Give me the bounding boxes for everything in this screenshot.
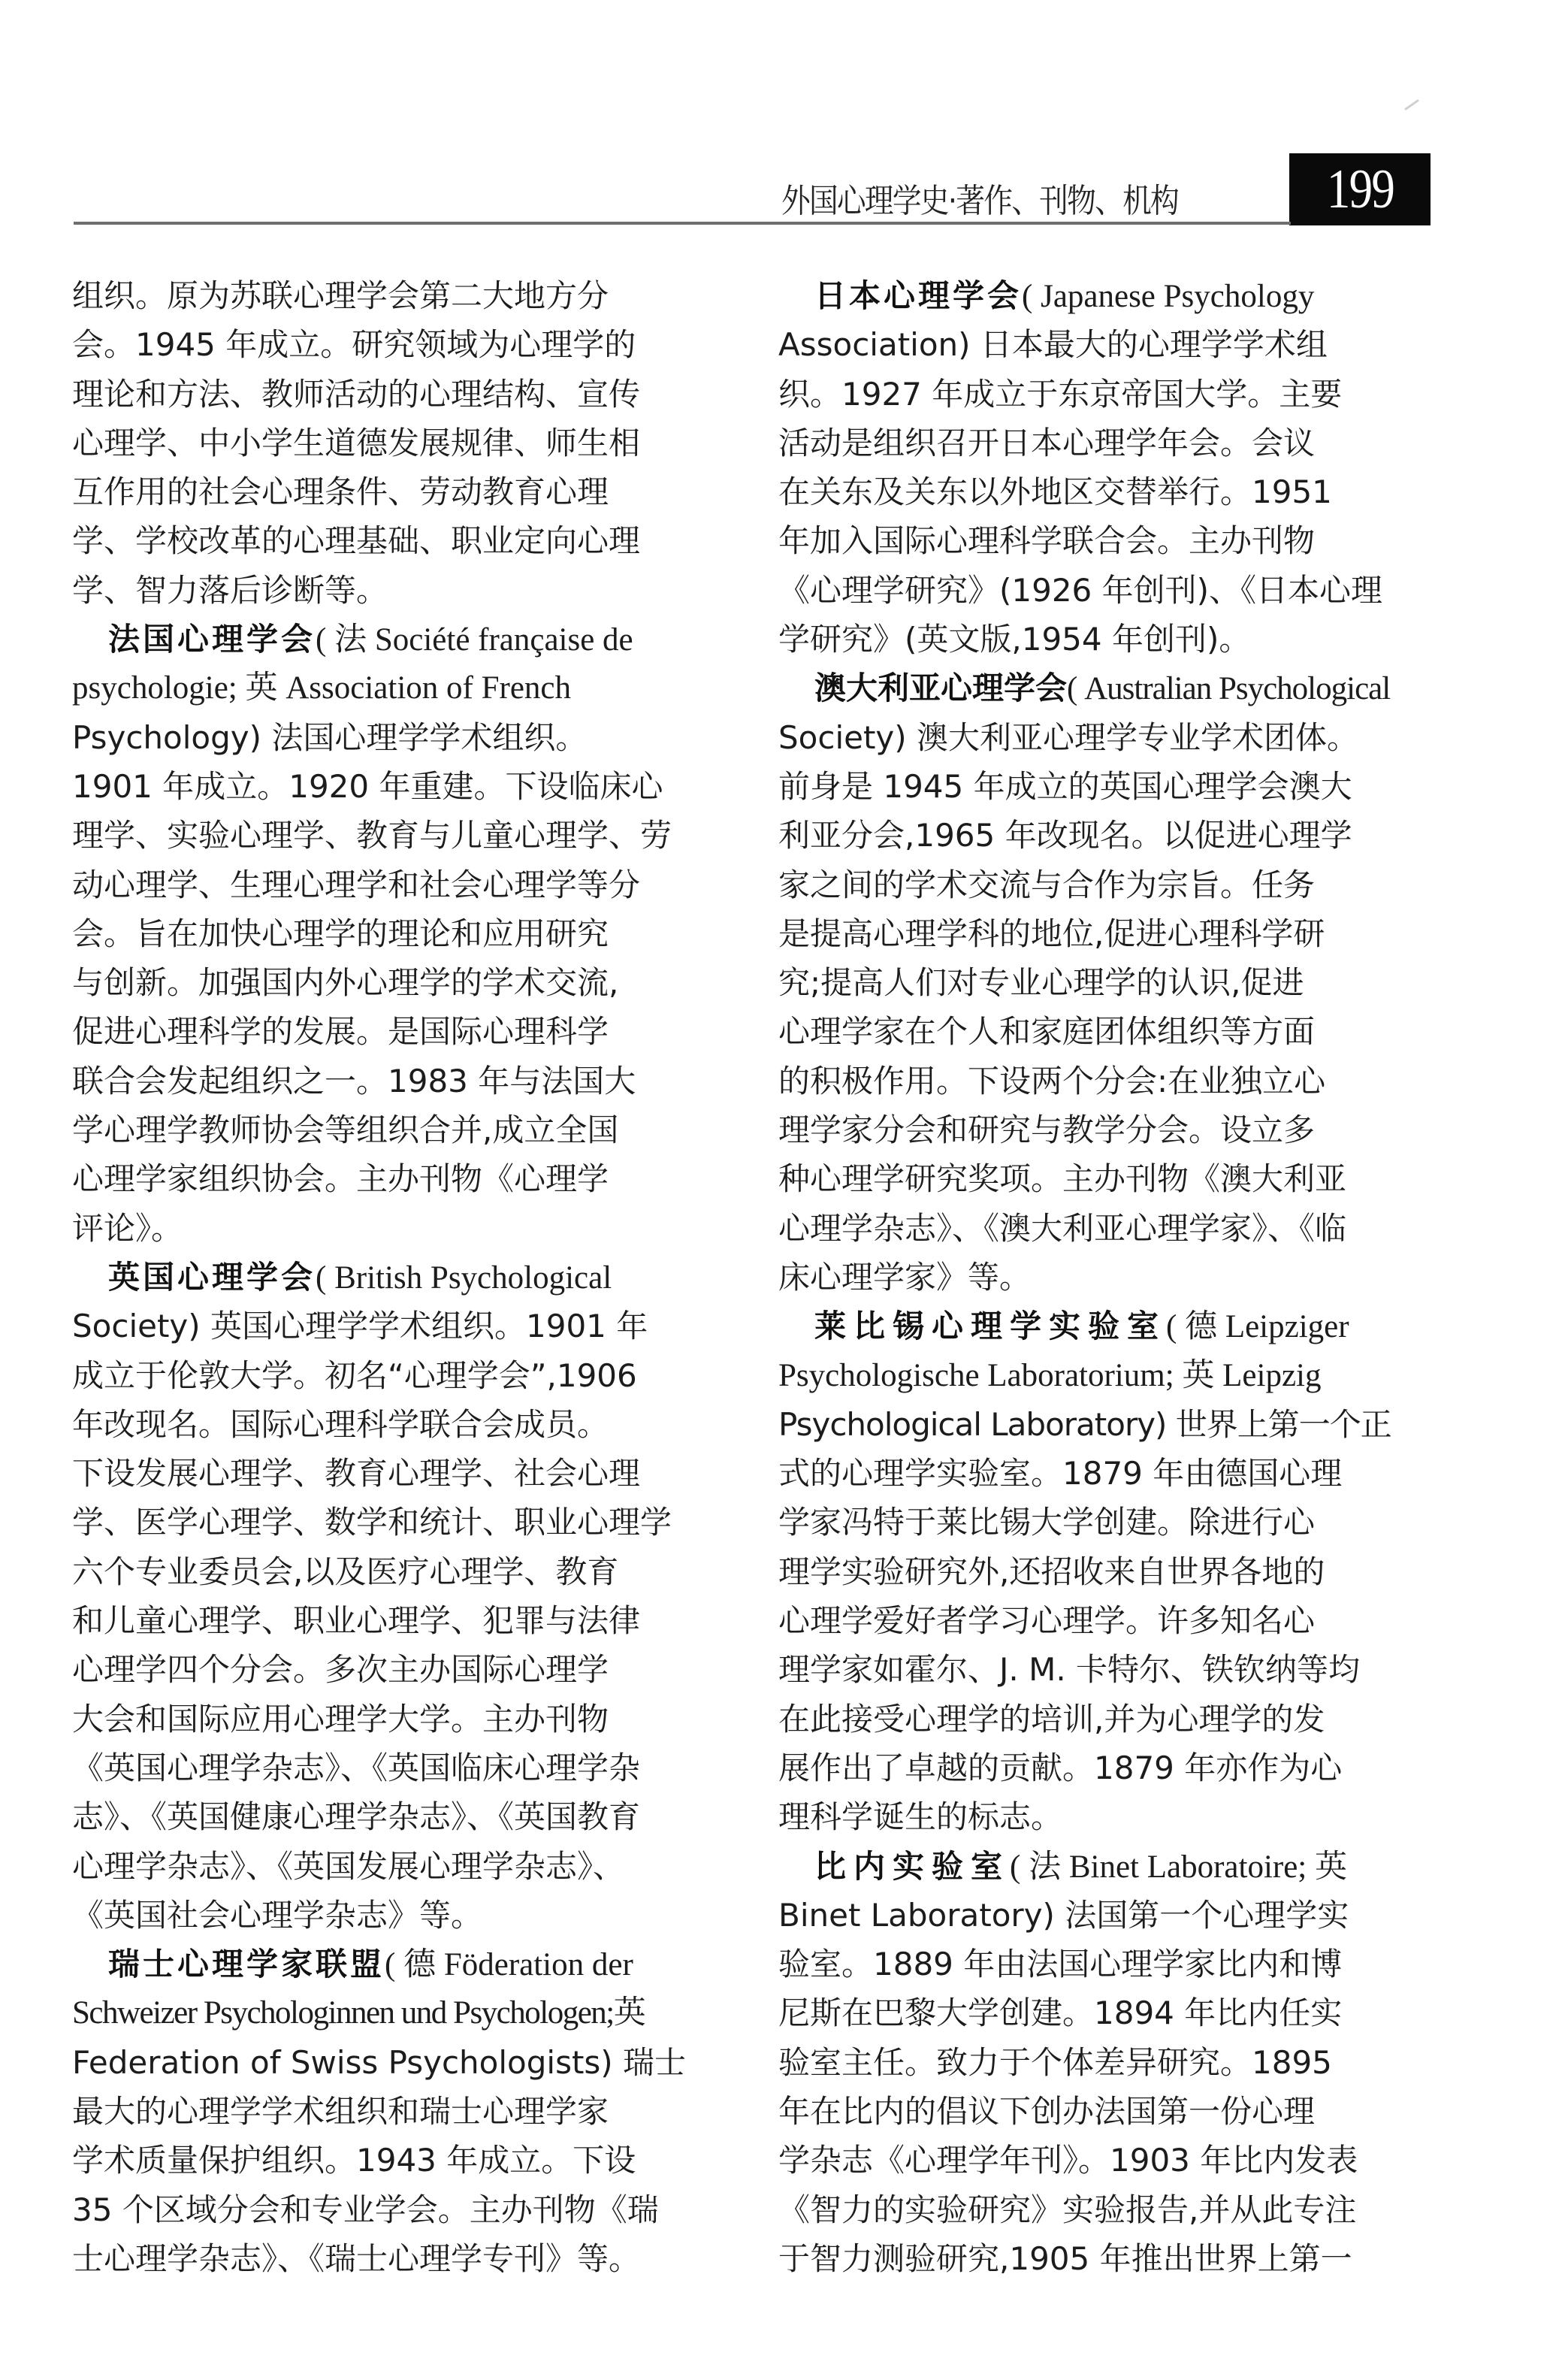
- page-number: 199: [1326, 159, 1394, 220]
- text-line: 理论和方法、教师活动的心理结构、宣传: [72, 375, 641, 413]
- text-line: psychologie; 英 Association of French: [72, 670, 572, 706]
- text-line: 心理学、中小学生道德发展规律、师生相: [72, 424, 641, 461]
- text-line: Schweizer Psychologinnen und Psychologen;英: [72, 1995, 645, 2031]
- text-line: 学术质量保护组织。1943 年成立。下设: [72, 2142, 636, 2179]
- text-line: 究;提高人们对专业心理学的认识,促进: [778, 964, 1304, 1002]
- entry-swiss-federation-of-psychologists: [72, 1940, 718, 2283]
- text-line: 在此接受心理学的培训,并为心理学的发: [778, 1700, 1325, 1737]
- text-line: Society) 澳大利亚心理学专业学术团体。: [778, 718, 1359, 756]
- text-line: 士心理学杂志》、《瑞士心理学专刊》等。: [72, 2239, 641, 2277]
- text-line: 学研究》(英文版,1954 年创刊)。: [778, 621, 1251, 658]
- text-line: 35 个区域分会和专业学会。主办刊物《瑞: [72, 2191, 659, 2228]
- text-line: 组织。原为苏联心理学会第二大地方分: [72, 277, 609, 314]
- text-line: 种心理学研究奖项。主办刊物《澳大利亚: [778, 1160, 1347, 1198]
- text-line: 验室。1889 年由法国心理学家比内和博: [778, 1946, 1343, 1983]
- text-line: 家之间的学术交流与合作为宗旨。任务: [778, 866, 1316, 903]
- entry-heading-line: [778, 1842, 1428, 1891]
- entry-title: 法国心理学会: [108, 621, 316, 658]
- text-line: 于智力测验研究,1905 年推出世界上第一: [778, 2239, 1352, 2277]
- text-line: 和儿童心理学、职业心理学、犯罪与法律: [72, 1602, 641, 1640]
- text-line: 最大的心理学学术组织和瑞士心理学家: [72, 2092, 609, 2130]
- text-line: Federation of Swiss Psychologists) 瑞士: [72, 2043, 687, 2081]
- text-line: 心理学四个分会。多次主办国际心理学: [72, 1651, 609, 1689]
- entry-heading-line: [778, 664, 1428, 712]
- text-line: 志》、《英国健康心理学杂志》、《英国教育: [72, 1798, 641, 1836]
- text-line: 心理学杂志》、《英国发展心理学杂志》、: [72, 1847, 625, 1885]
- text-line: 的积极作用。下设两个分会:在业独立心: [778, 1062, 1326, 1099]
- text-line: 学家冯特于莱比锡大学创建。除进行心: [778, 1504, 1316, 1541]
- entry-heading-line: [72, 1253, 718, 1302]
- entry-title: 英国心理学会: [108, 1258, 316, 1296]
- entry-title: 日本心理学会: [814, 277, 1023, 314]
- text-line: 是提高心理学科的地位,促进心理科学研: [778, 915, 1325, 952]
- text-line: 年在比内的倡议下创办法国第一份心理: [778, 2092, 1316, 2130]
- entry-original-name: ( 法 Société française de: [316, 622, 633, 658]
- text-line: 会。旨在加快心理学的理论和应用研究: [72, 915, 609, 952]
- text-line: Binet Laboratory) 法国第一个心理学实: [778, 1896, 1349, 1934]
- text-line: 学、医学心理学、数学和统计、职业心理学: [72, 1504, 672, 1541]
- text-line: 《英国社会心理学杂志》等。: [72, 1896, 483, 1934]
- text-line: 活动是组织召开日本心理学年会。会议: [778, 424, 1316, 461]
- text-line: 床心理学家》等。: [778, 1258, 1032, 1296]
- text-line: 与创新。加强国内外心理学的学术交流,: [72, 964, 619, 1002]
- entry-original-name: ( 德 Leipziger: [1166, 1309, 1349, 1345]
- text-line: 评论》。: [72, 1209, 183, 1247]
- text-line: 学、学校改革的心理基础、职业定向心理: [72, 522, 641, 560]
- text-line: 学、智力落后诊断等。: [72, 571, 388, 609]
- text-line: Psychological Laboratory) 世界上第一个正: [778, 1405, 1391, 1443]
- text-line: 理学实验研究外,还招收来自世界各地的: [778, 1553, 1325, 1590]
- entry-original-name: ( 德 Föderation der: [385, 1947, 633, 1983]
- entry-original-name: ( Japanese Psychology: [1022, 279, 1315, 314]
- header-rule: [74, 222, 1291, 225]
- text-line: 展作出了卓越的贡献。1879 年亦作为心: [778, 1749, 1343, 1786]
- text-line: 六个专业委员会,以及医疗心理学、教育: [72, 1553, 619, 1590]
- text-line: 促进心理科学的发展。是国际心理科学: [72, 1013, 609, 1051]
- entry-original-name: ( British Psychological: [316, 1260, 612, 1296]
- text-line: 心理学爱好者学习心理学。许多知名心: [778, 1602, 1316, 1640]
- text-line: Psychologische Laboratorium; 英 Leipzig: [778, 1357, 1322, 1393]
- entry-british-psychological-society: [72, 1253, 718, 1940]
- text-line: 心理学杂志》、《澳大利亚心理学家》、《临: [778, 1209, 1347, 1247]
- page-number-box: [1289, 153, 1431, 225]
- entry-title: 莱比锡心理学实验室: [814, 1308, 1167, 1345]
- running-header: 外国心理学史·著作、刊物、机构: [781, 182, 1178, 220]
- entry-japanese-psychological-association: [778, 271, 1428, 664]
- text-line: 式的心理学实验室。1879 年由德国心理: [778, 1455, 1343, 1492]
- entry-heading-line: [778, 271, 1428, 320]
- text-line: 动心理学、生理心理学和社会心理学等分: [72, 866, 641, 903]
- text-line: 年加入国际心理科学联合会。主办刊物: [778, 522, 1316, 560]
- text-line: 联合会发起组织之一。1983 年与法国大: [72, 1062, 636, 1099]
- entry-title: 瑞士心理学家联盟: [108, 1946, 385, 1983]
- left-column: [72, 271, 718, 2283]
- text-line: 理学、实验心理学、教育与儿童心理学、劳: [72, 817, 672, 854]
- entry-title: 比内实验室: [814, 1847, 1011, 1885]
- text-line: 心理学家在个人和家庭团体组织等方面: [778, 1013, 1316, 1051]
- text-line: 心理学家组织协会。主办刊物《心理学: [72, 1160, 609, 1198]
- right-column: [778, 271, 1428, 2283]
- entry-french-psychological-society: [72, 615, 718, 1253]
- text-line: 《心理学研究》(1926 年创刊)、《日本心理: [778, 571, 1383, 609]
- entry-heading-line: [72, 615, 718, 664]
- text-line: 会。1945 年成立。研究领域为心理学的: [72, 326, 636, 364]
- entry-heading-line: [778, 1302, 1428, 1350]
- text-line: 互作用的社会心理条件、劳动教育心理: [72, 473, 609, 511]
- text-line: Society) 英国心理学学术组织。1901 年: [72, 1308, 648, 1345]
- entry-original-name: ( 法 Binet Laboratoire; 英: [1010, 1849, 1347, 1885]
- text-line: 大会和国际应用心理学大学。主办刊物: [72, 1700, 609, 1737]
- text-line: 理学家如霍尔、J. M. 卡特尔、铁钦纳等均: [778, 1651, 1361, 1689]
- scan-mark: [1404, 99, 1419, 110]
- text-line: 织。1927 年成立于东京帝国大学。主要: [778, 375, 1343, 413]
- entry-binet-laboratory: [778, 1842, 1428, 2284]
- text-line: 学杂志《心理学年刊》。1903 年比内发表: [778, 2142, 1358, 2179]
- text-line: 年改现名。国际心理科学联合会成员。: [72, 1405, 609, 1443]
- text-line: Psychology) 法国心理学学术组织。: [72, 718, 588, 756]
- entry-title: 澳大利亚心理学会: [814, 670, 1068, 707]
- text-line: 前身是 1945 年成立的英国心理学会澳大: [778, 767, 1352, 805]
- entry-continuation: [72, 271, 718, 615]
- text-line: 下设发展心理学、教育心理学、社会心理: [72, 1455, 641, 1492]
- text-line: 1901 年成立。1920 年重建。下设临床心: [72, 767, 663, 805]
- text-line: 成立于伦敦大学。初名“心理学会”,1906: [72, 1356, 637, 1394]
- entry-original-name: ( Australian Psychological: [1067, 671, 1391, 707]
- text-line: Association) 日本最大的心理学学术组: [778, 326, 1328, 364]
- text-line: 《智力的实验研究》实验报告,并从此专注: [778, 2191, 1357, 2228]
- text-line: 《英国心理学杂志》、《英国临床心理学杂: [72, 1749, 641, 1786]
- entry-heading-line: [72, 1940, 718, 1988]
- text-line: 理科学诞生的标志。: [778, 1798, 1063, 1836]
- text-line: 利亚分会,1965 年改现名。以促进心理学: [778, 817, 1352, 854]
- text-line: 学心理学教师协会等组织合并,成立全国: [72, 1111, 619, 1149]
- text-line: 验室主任。致力于个体差异研究。1895: [778, 2043, 1332, 2081]
- entry-australian-psychological-society: [778, 664, 1428, 1302]
- text-line: 尼斯在巴黎大学创建。1894 年比内任实: [778, 1994, 1343, 2032]
- text-line: 理学家分会和研究与教学分会。设立多: [778, 1111, 1316, 1149]
- entry-leipzig-psychological-laboratory: [778, 1302, 1428, 1841]
- text-line: 在关东及关东以外地区交替举行。1951: [778, 473, 1332, 511]
